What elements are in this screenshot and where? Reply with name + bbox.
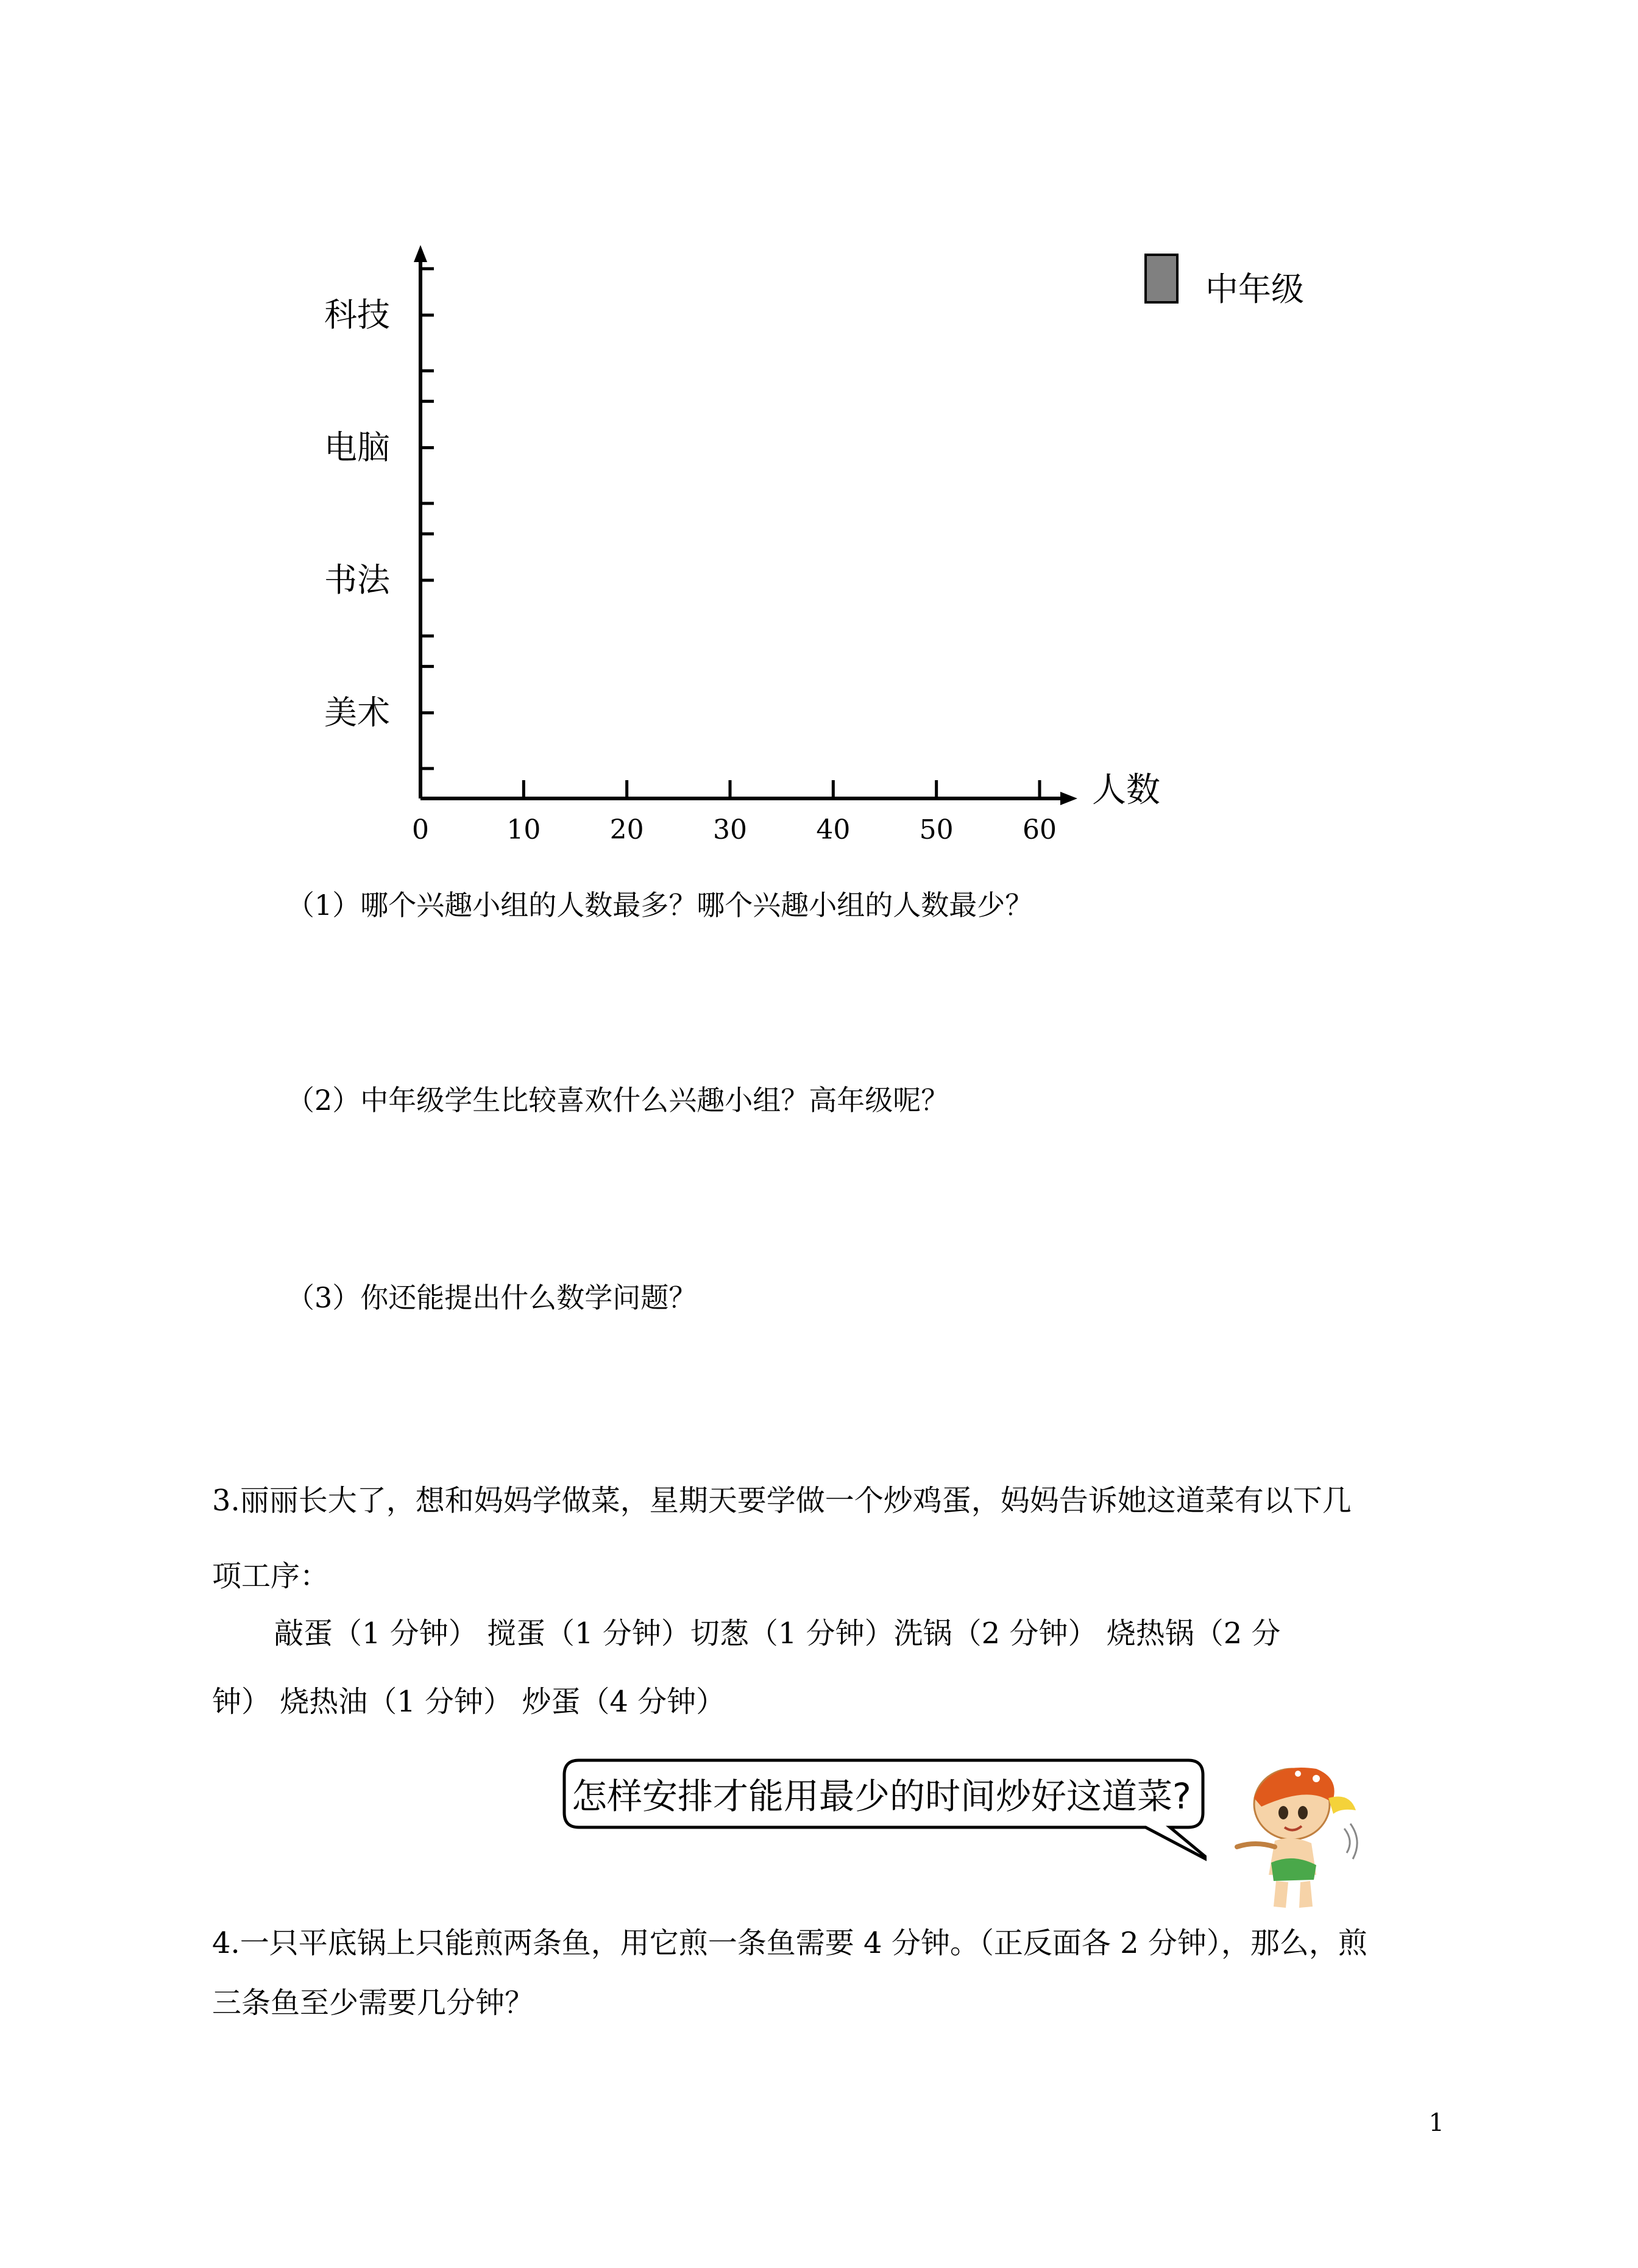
y-axis-arrow [414, 245, 427, 262]
problem-3-line-2: 项工序： [212, 1559, 330, 1593]
question-2: （2）中年级学生比较喜欢什么兴趣小组？高年级呢？ [286, 1084, 949, 1117]
x-axis-label: 人数 [1092, 770, 1160, 810]
page-number: 1 [1428, 2109, 1444, 2137]
x-tick-label-10: 10 [506, 814, 541, 845]
cartoon-girl-illustration [1225, 1755, 1365, 1914]
problem-4-line-2: 三条鱼至少需要几分钟？ [212, 1986, 534, 2020]
speech-bubble-text: 怎样安排才能用最少的时间炒好这道菜? [572, 1776, 1191, 1817]
x-tick-label-60: 60 [1023, 814, 1057, 845]
legend-swatch [1146, 255, 1177, 302]
x-tick-label-40: 40 [816, 814, 851, 845]
question-3: （3）你还能提出什么数学问题？ [286, 1281, 697, 1314]
y-category-label: 书法 [324, 561, 390, 599]
x-axis-arrow [1060, 792, 1077, 805]
question-1: （1）哪个兴趣小组的人数最多？哪个兴趣小组的人数最少？ [286, 889, 1034, 922]
cooking-steps-line-1: 敲蛋（1 分钟） 搅蛋（1 分钟）切葱（1 分钟）洗锅（2 分钟） 烧热锅（2 分 [274, 1616, 1281, 1651]
legend [1146, 255, 1304, 308]
cooking-steps-line-2: 钟） 烧热油（1 分钟） 炒蛋（4 分钟） [212, 1685, 726, 1719]
y-category-label: 美术 [324, 693, 390, 732]
bar-chart [0, 0, 1638, 866]
legend-label: 中年级 [1205, 270, 1304, 308]
problem-3-line-1: 3.丽丽长大了，想和妈妈学做菜，星期天要学做一个炒鸡蛋，妈妈告诉她这道菜有以下几 [212, 1484, 1352, 1518]
y-category-label: 科技 [324, 296, 390, 334]
x-tick-label-20: 20 [609, 814, 644, 845]
x-tick-label-50: 50 [919, 814, 954, 845]
y-category-label: 电脑 [324, 428, 390, 467]
x-tick-label-0: 0 [412, 814, 429, 845]
x-tick-label-30: 30 [713, 814, 747, 845]
problem-4-line-1: 4.一只平底锅上只能煎两条鱼，用它煎一条鱼需要 4 分钟。（正反面各 2 分钟），那么，煎 [212, 1926, 1367, 1960]
